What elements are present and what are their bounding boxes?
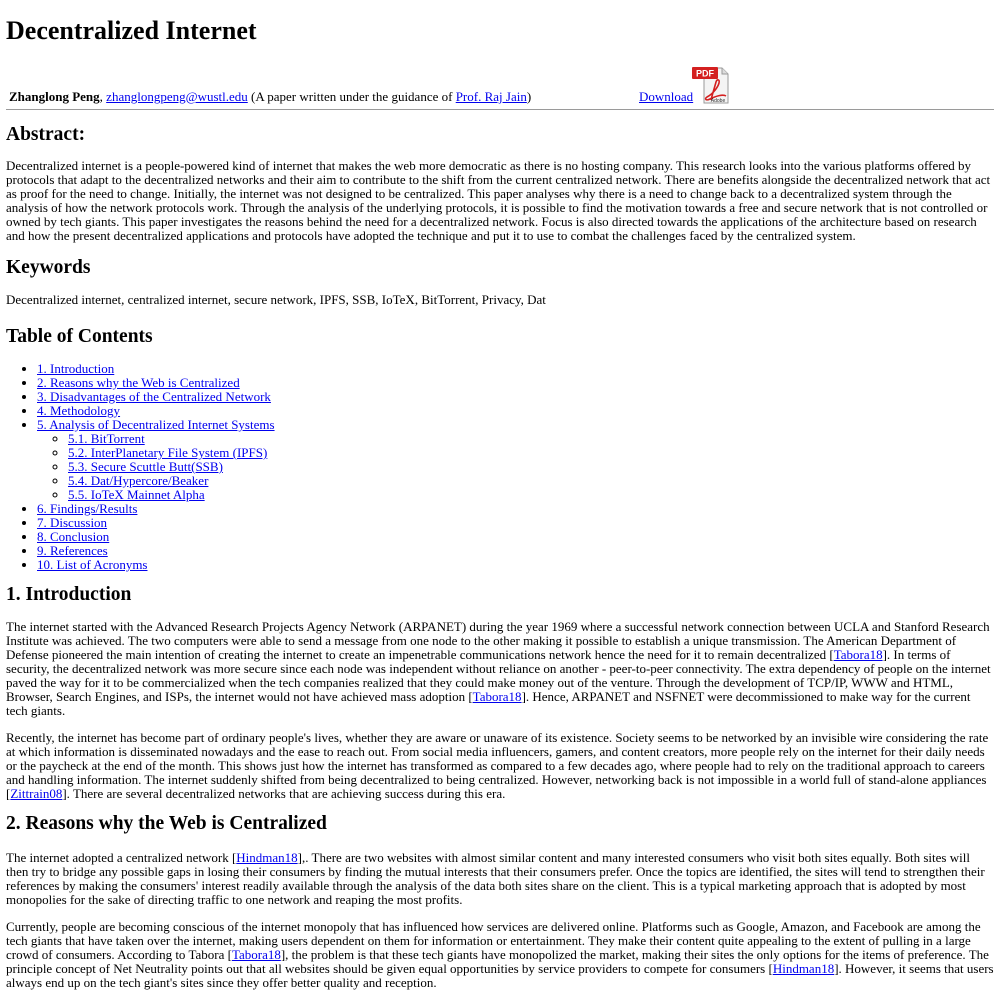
advisor-link[interactable]: Prof. Raj Jain [455,89,527,104]
toc-item [37,404,994,418]
toc-item [37,530,994,544]
pdf-icon[interactable] [691,66,729,104]
citation-link[interactable]: Zittrain08 [10,786,63,801]
intro-heading: 1. Introduction [6,584,132,605]
reasons-paragraph-2: Currently, people are becoming conscious of the internet monopoly that has influenced how services are delivered online. Platforms such as Google, Amazon, and Facebook are among the tech giants that have taken over the internet, making users dependent on them for information or entertainment. They make their content quite appealing to the extent of pulling in a large crowd of consumers. According to Tabora [Tabora18], the problem is that these tech giants have monopolized the market, making their sites the only options for the items of preference. The principle concept of Net Neutrality points out that all websites should be given equal opportunities by service providers to compete for consumers [Hindman18]. However, it seems that users always end up on the tech giant's sites since they offer better quality and reception. [6,919,994,990]
toc-item [37,558,994,572]
header-divider [6,109,994,110]
citation-link[interactable]: Hindman18 [236,850,298,865]
toc-link-iotex[interactable]: 5.5. IoTeX Mainnet Alpha [68,487,205,502]
citation-link[interactable]: Tabora18 [231,947,281,962]
svg-text:PDF: PDF [696,68,714,79]
reasons-heading: 2. Reasons why the Web is Centralized [6,813,327,834]
toc-item [37,502,994,516]
toc-link-ipfs[interactable]: 5.2. InterPlanetary File System (IPFS) [68,445,268,460]
toc-link-findings[interactable]: 6. Findings/Results [37,501,138,516]
toc-subitem [68,432,994,446]
toc-link-discussion[interactable]: 7. Discussion [37,515,108,530]
toc-heading: Table of Contents [6,326,153,347]
toc-link-disadvantages[interactable]: 3. Disadvantages of the Centralized Network [37,389,271,404]
reasons-paragraph-1: The internet adopted a centralized network [Hindman18],. There are two websites with almost similar content and many interested consumers who visit both sites equally. Both sites will then try to bridge any possible gaps in losing their consumers by finding the mutual interests that their consumers prefer. Once the topics are identified, the sites will tend to strengthen their references by making the consumers' interest readily available through the analysis of the data both sites share on the client. This is a typical marketing approach that is adopted by most monopolies for the sake of directing traffic to one network and reaping the most profits. [6,850,985,907]
toc-subitem [68,488,994,502]
toc-link-reasons[interactable]: 2. Reasons why the Web is Centralized [37,375,240,390]
keywords-heading: Keywords [6,257,91,278]
toc-link-ssb[interactable]: 5.3. Secure Scuttle Butt(SSB) [68,459,223,474]
toc-subitem [68,474,994,488]
guidance-prefix: (A paper written under the guidance of [251,89,456,104]
page-title: Decentralized Internet [6,16,257,45]
toc-item [37,390,994,404]
download-link[interactable]: Download [639,89,694,104]
citation-link[interactable]: Tabora18 [833,647,883,662]
toc-subitem [68,460,994,474]
toc-link-conclusion[interactable]: 8. Conclusion [37,529,110,544]
toc-subitem [68,446,994,460]
toc-link-methodology[interactable]: 4. Methodology [37,403,121,418]
citation-link[interactable]: Hindman18 [772,961,835,976]
abstract-text: Decentralized internet is a people-powered kind of internet that makes the web more democratic as there is no hosting company. This research looks into the various platforms offered by protocols that adapt to the decentralized networks and their aim to contribute to the shift from the current centralized network. There are benefits alongside the decentralized network that act as proof for the need to change. Initially, the internet was not designed to be centralized. This paper analyses why there is a need to change back to a decentralized system through the analysis of how the network protocols work. Through the analysis of the underlying protocols, it is possible to find the motivation towards a free and secure network that is not controlled or owned by tech giants. This paper investigates the reasons behind the need for a decentralized network. Focus is also directed towards the applications of the architecture based on research and how the present decentralized applications and protocols have adopted the technique and put it to use to combat the challenges faced by the centralized system. [6,158,991,243]
guidance-suffix: ) [526,89,532,104]
toc-item [37,418,994,502]
svg-text:Adobe: Adobe [710,98,726,104]
author-info: Zhanglong Peng, zhanglongpeng@wustl.edu (A paper written under the guidance of Prof. Raj Jain) [9,89,532,104]
toc-item [37,544,994,558]
toc-item [37,362,994,376]
keywords-text: Decentralized internet, centralized internet, secure network, IPFS, SSB, IoTeX, BitTorrent, Privacy, Dat [6,292,546,307]
intro-paragraph-1: The internet started with the Advanced Research Projects Agency Network (ARPANET) during the year 1969 where a successful network connection between UCLA and Stanford Research Institute was achieved. The two computers were able to send a message from one node to the other making it possible to establish a unique transmission. The American Department of Defense pioneered the main intention of creating the internet to create an impenetrable communications network hence the need for it to remain decentralized [Tabora18]. In terms of security, the decentralized network was more secure since each node was independent without reliance on another - peer-to-peer connectivity. The extra dependency of people on the internet paved the way for it to be commercialized when the tech companies realized that they could make money out of the venture. Through the development of TCP/IP, WWW and HTML, Browser, Search Engines, and ISPs, the internet would not have achieved mass adoption [Tabora18]. Hence, ARPANET and NSFNET were decommissioned to make way for the current tech giants. [6,619,991,718]
toc-list [6,362,994,572]
author-name: Zhanglong Peng [9,89,100,104]
toc-link-dat[interactable]: 5.4. Dat/Hypercore/Beaker [68,473,209,488]
intro-paragraph-2: Recently, the internet has become part of ordinary people's lives, whether they are aware or unaware of its existence. Society seems to be networked by an invisible wire considering the rate at which information is disseminated nowadays and the ease to reach out. From social media influencers, gamers, and content creators, more people rely on the internet for their daily needs or the paycheck at the end of the month. This shows just how the internet has transformed as compared to a few decades ago, where people had to rely on the traditional approach to careers and handling information. The internet suddenly shifted from being decentralized to being centralized. However, networking back is not impossible in a world full of stand-alone appliances [Zittrain08]. There are several decentralized networks that are achieving success during this era. [6,730,989,801]
toc-link-analysis[interactable]: 5. Analysis of Decentralized Internet Systems [37,417,275,432]
author-email-link[interactable]: zhanglongpeng@wustl.edu [106,89,248,104]
toc-item [37,376,994,390]
toc-link-introduction[interactable]: 1. Introduction [37,361,115,376]
toc-link-acronyms[interactable]: 10. List of Acronyms [37,557,148,572]
toc-link-references[interactable]: 9. References [37,543,108,558]
toc-sublist [37,432,994,502]
author-row [6,61,994,109]
citation-link[interactable]: Tabora18 [472,689,522,704]
toc-link-bittorrent[interactable]: 5.1. BitTorrent [68,431,145,446]
toc-item [37,516,994,530]
abstract-heading: Abstract: [6,124,86,145]
